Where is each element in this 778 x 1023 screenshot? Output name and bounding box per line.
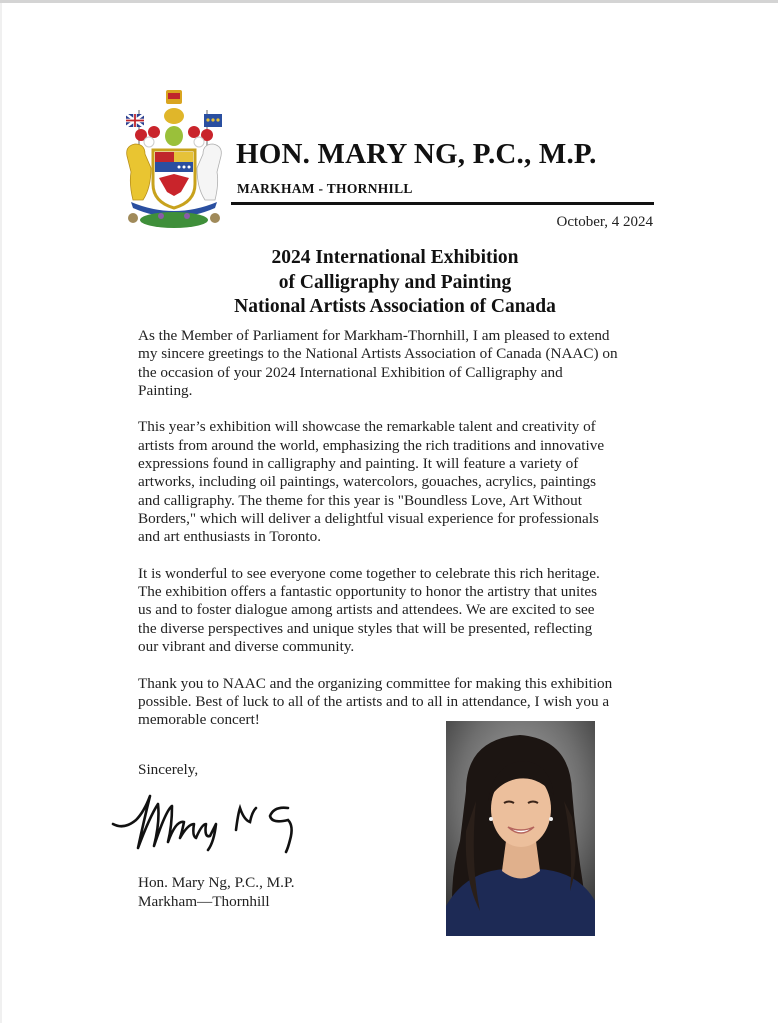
text-line: The exhibition offers a fantastic opportunity to honor the artistry that unites (138, 583, 598, 601)
closing-salutation: Sincerely, (138, 761, 199, 778)
text-line: Thank you to NAAC and the organizing committee for making this exhibition (138, 674, 613, 692)
paragraph-heritage (138, 565, 663, 656)
text-line: expressions found in calligraphy and painting. It will feature a variety of (138, 455, 579, 473)
paragraph-exhibition (138, 418, 663, 546)
text-line: the occasion of your 2024 International Exhibition of Calligraphy and (138, 363, 563, 381)
letterhead-divider (231, 202, 654, 205)
text-line: possible. Best of luck to all of the artists and to all in attendance, I wish you a (138, 692, 610, 710)
letter-title (130, 246, 660, 320)
text-line: This year’s exhibition will showcase the remarkable talent and creativity of (138, 418, 596, 436)
portrait-photo (446, 721, 595, 936)
title-line: of Calligraphy and Painting (278, 271, 512, 293)
signer-block (138, 874, 295, 911)
letter-date: October, 4 2024 (556, 214, 653, 230)
text-line: our vibrant and diverse community. (138, 638, 355, 656)
paragraph-greeting (138, 327, 663, 400)
letterhead-riding: MARKHAM - THORNHILL (237, 181, 413, 196)
text-line: and calligraphy. The theme for this year is "Boundless Love, Art Without (138, 491, 582, 509)
text-line: Painting. (138, 381, 193, 399)
title-line: National Artists Association of Canada (234, 296, 556, 317)
text-line: It is wonderful to see everyone come together to celebrate this rich heritage. (138, 564, 600, 582)
text-line: artists from around the world, emphasizing the rich traditions and innovative (138, 436, 605, 454)
text-line: As the Member of Parliament for Markham-Thornhill, I am pleased to extend (138, 327, 610, 344)
letter-body (138, 327, 663, 748)
text-line: the diverse perspectives and unique styles that will be presented, reflecting (138, 619, 593, 637)
text-line: Borders," which will deliver a delightful visual experience for professionals (138, 509, 599, 527)
text-line: artworks, including oil paintings, watercolors, gouaches, acrylics, paintings (138, 473, 597, 491)
signer-riding: Markham—Thornhill (138, 892, 270, 910)
coat-of-arms-icon (121, 88, 227, 230)
top-border (0, 0, 778, 3)
text-line: us and to foster dialogue among artists and attendees. We are excited to see (138, 601, 595, 619)
text-line: memorable concert! (138, 711, 260, 729)
signer-name: Hon. Mary Ng, P.C., M.P. (138, 874, 295, 891)
signature-icon (110, 786, 315, 856)
letterhead-name: HON. MARY NG, P.C., M.P. (236, 138, 597, 170)
page-edge (0, 3, 2, 1023)
text-line: and art enthusiasts in Toronto. (138, 528, 321, 546)
title-line: 2024 International Exhibition (271, 247, 519, 268)
text-line: my sincere greetings to the National Artists Association of Canada (NAAC) on (138, 345, 618, 363)
